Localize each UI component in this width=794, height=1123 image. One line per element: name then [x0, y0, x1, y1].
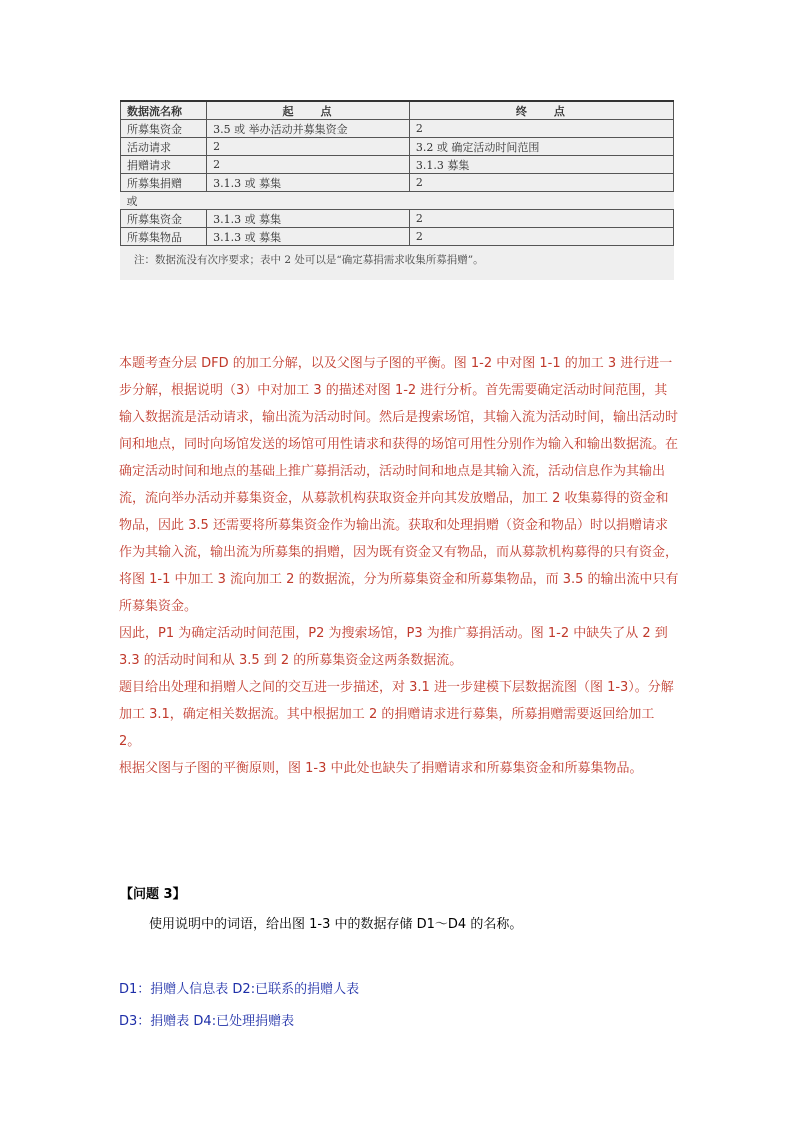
answer-line-2: D3：捐赠表 D4:已处理捐赠表 — [119, 1014, 295, 1029]
analysis-paragraph: 因此，P1 为确定活动时间范围，P2 为搜索场馆，P3 为推广募捐活动。图 1-2 中缺失了从 2 到 3.3 的活动时间和从 3.5 到 2 的所募集资金这两条数据流。 — [119, 626, 668, 668]
header-end: 终 点 — [409, 101, 673, 120]
cell-flow-name: 活动请求 — [121, 138, 207, 156]
cell-end: 3.1.3 募集 — [409, 156, 673, 174]
table-row — [121, 174, 674, 192]
question3-text: 使用说明中的词语，给出图 1-3 中的数据存储 D1～D4 的名称。 — [149, 917, 523, 932]
table-row — [121, 210, 674, 228]
cell-flow-name: 所募集资金 — [121, 120, 207, 138]
analysis-paragraph: 根据父图与子图的平衡原则，图 1-3 中此处也缺失了捐赠请求和所募集资金和所募集物品。 — [119, 761, 643, 776]
table-row — [121, 156, 674, 174]
cell-flow-name: 所募集资金 — [121, 210, 207, 228]
data-flow-table — [120, 100, 674, 246]
table-or-row — [121, 192, 674, 210]
analysis-paragraph: 题目给出处理和捐赠人之间的交互进一步描述，对 3.1 进一步建模下层数据流图（图 1-3）。分解加工 3.1，确定相关数据流。其中根据加工 2 的捐赠请求进行募集，所募捐赠需要返回给加工 2。 — [119, 680, 674, 749]
answer-line-1: D1：捐赠人信息表 D2:已联系的捐赠人表 — [119, 982, 360, 997]
table-row — [121, 120, 674, 138]
cell-start: 3.1.3 或 募集 — [207, 210, 410, 228]
header-flow-name: 数据流名称 — [121, 101, 207, 120]
cell-flow-name: 所募集物品 — [121, 228, 207, 246]
cell-start: 2 — [207, 138, 410, 156]
table-note: 注：数据流没有次序要求；表中 2 处可以是“确定募捐需求收集所募捐赠”。 — [134, 254, 484, 266]
cell-end: 2 — [409, 210, 673, 228]
header-start: 起 点 — [207, 101, 410, 120]
cell-flow-name: 捐赠请求 — [121, 156, 207, 174]
cell-end: 3.2 或 确定活动时间范围 — [409, 138, 673, 156]
cell-or: 或 — [121, 192, 674, 210]
cell-start: 3.1.3 或 募集 — [207, 228, 410, 246]
answer-table-image — [120, 100, 674, 280]
cell-end: 2 — [409, 174, 673, 192]
cell-end: 2 — [409, 228, 673, 246]
table-header-row — [121, 101, 674, 120]
cell-start: 3.5 或 举办活动并募集资金 — [207, 120, 410, 138]
cell-flow-name: 所募集捐赠 — [121, 174, 207, 192]
cell-start: 3.1.3 或 募集 — [207, 174, 410, 192]
analysis-paragraph: 本题考查分层 DFD 的加工分解，以及父图与子图的平衡。图 1-2 中对图 1-1 的加工 3 进行进一步分解，根据说明（3）中对加工 3 的描述对图 1-2 进行分析。首先需要确定活动时间范围，其输入数据流是活动请求，输出流为活动时间。然后是搜索场馆，其输入流为活动时间，输出活动时间和地点，同时向场馆发送的场馆可用性请求和获得的场馆可用性分别作为输入和输出数据流。在确定活动时间和地点的基础上推广募捐活动，活动时间和地点是其输入流，活动信息作为其输出流，流向举办活动并募集资金，从募款机构获取资金并向其发放赠品，加工 2 收集募得的资金和物品，因此 3.5 还需要将所募集资金作为输出流。获取和处理捐赠（资金和物品）时以捐赠请求作为其输入流，输出流为所募集的捐赠，因为既有资金又有物品，而从募款机构募得的只有资金，将图 1-1 中加工 3 流向加工 2 的数据流，分为所募集资金和所募集物品，而 3.5 的输出流中只有所募集资金。 — [119, 356, 679, 614]
table-row — [121, 138, 674, 156]
analysis-section — [119, 350, 679, 782]
table-row — [121, 228, 674, 246]
question3-heading: 【问题 3】 — [120, 887, 186, 902]
cell-end: 2 — [409, 120, 673, 138]
cell-start: 2 — [207, 156, 410, 174]
